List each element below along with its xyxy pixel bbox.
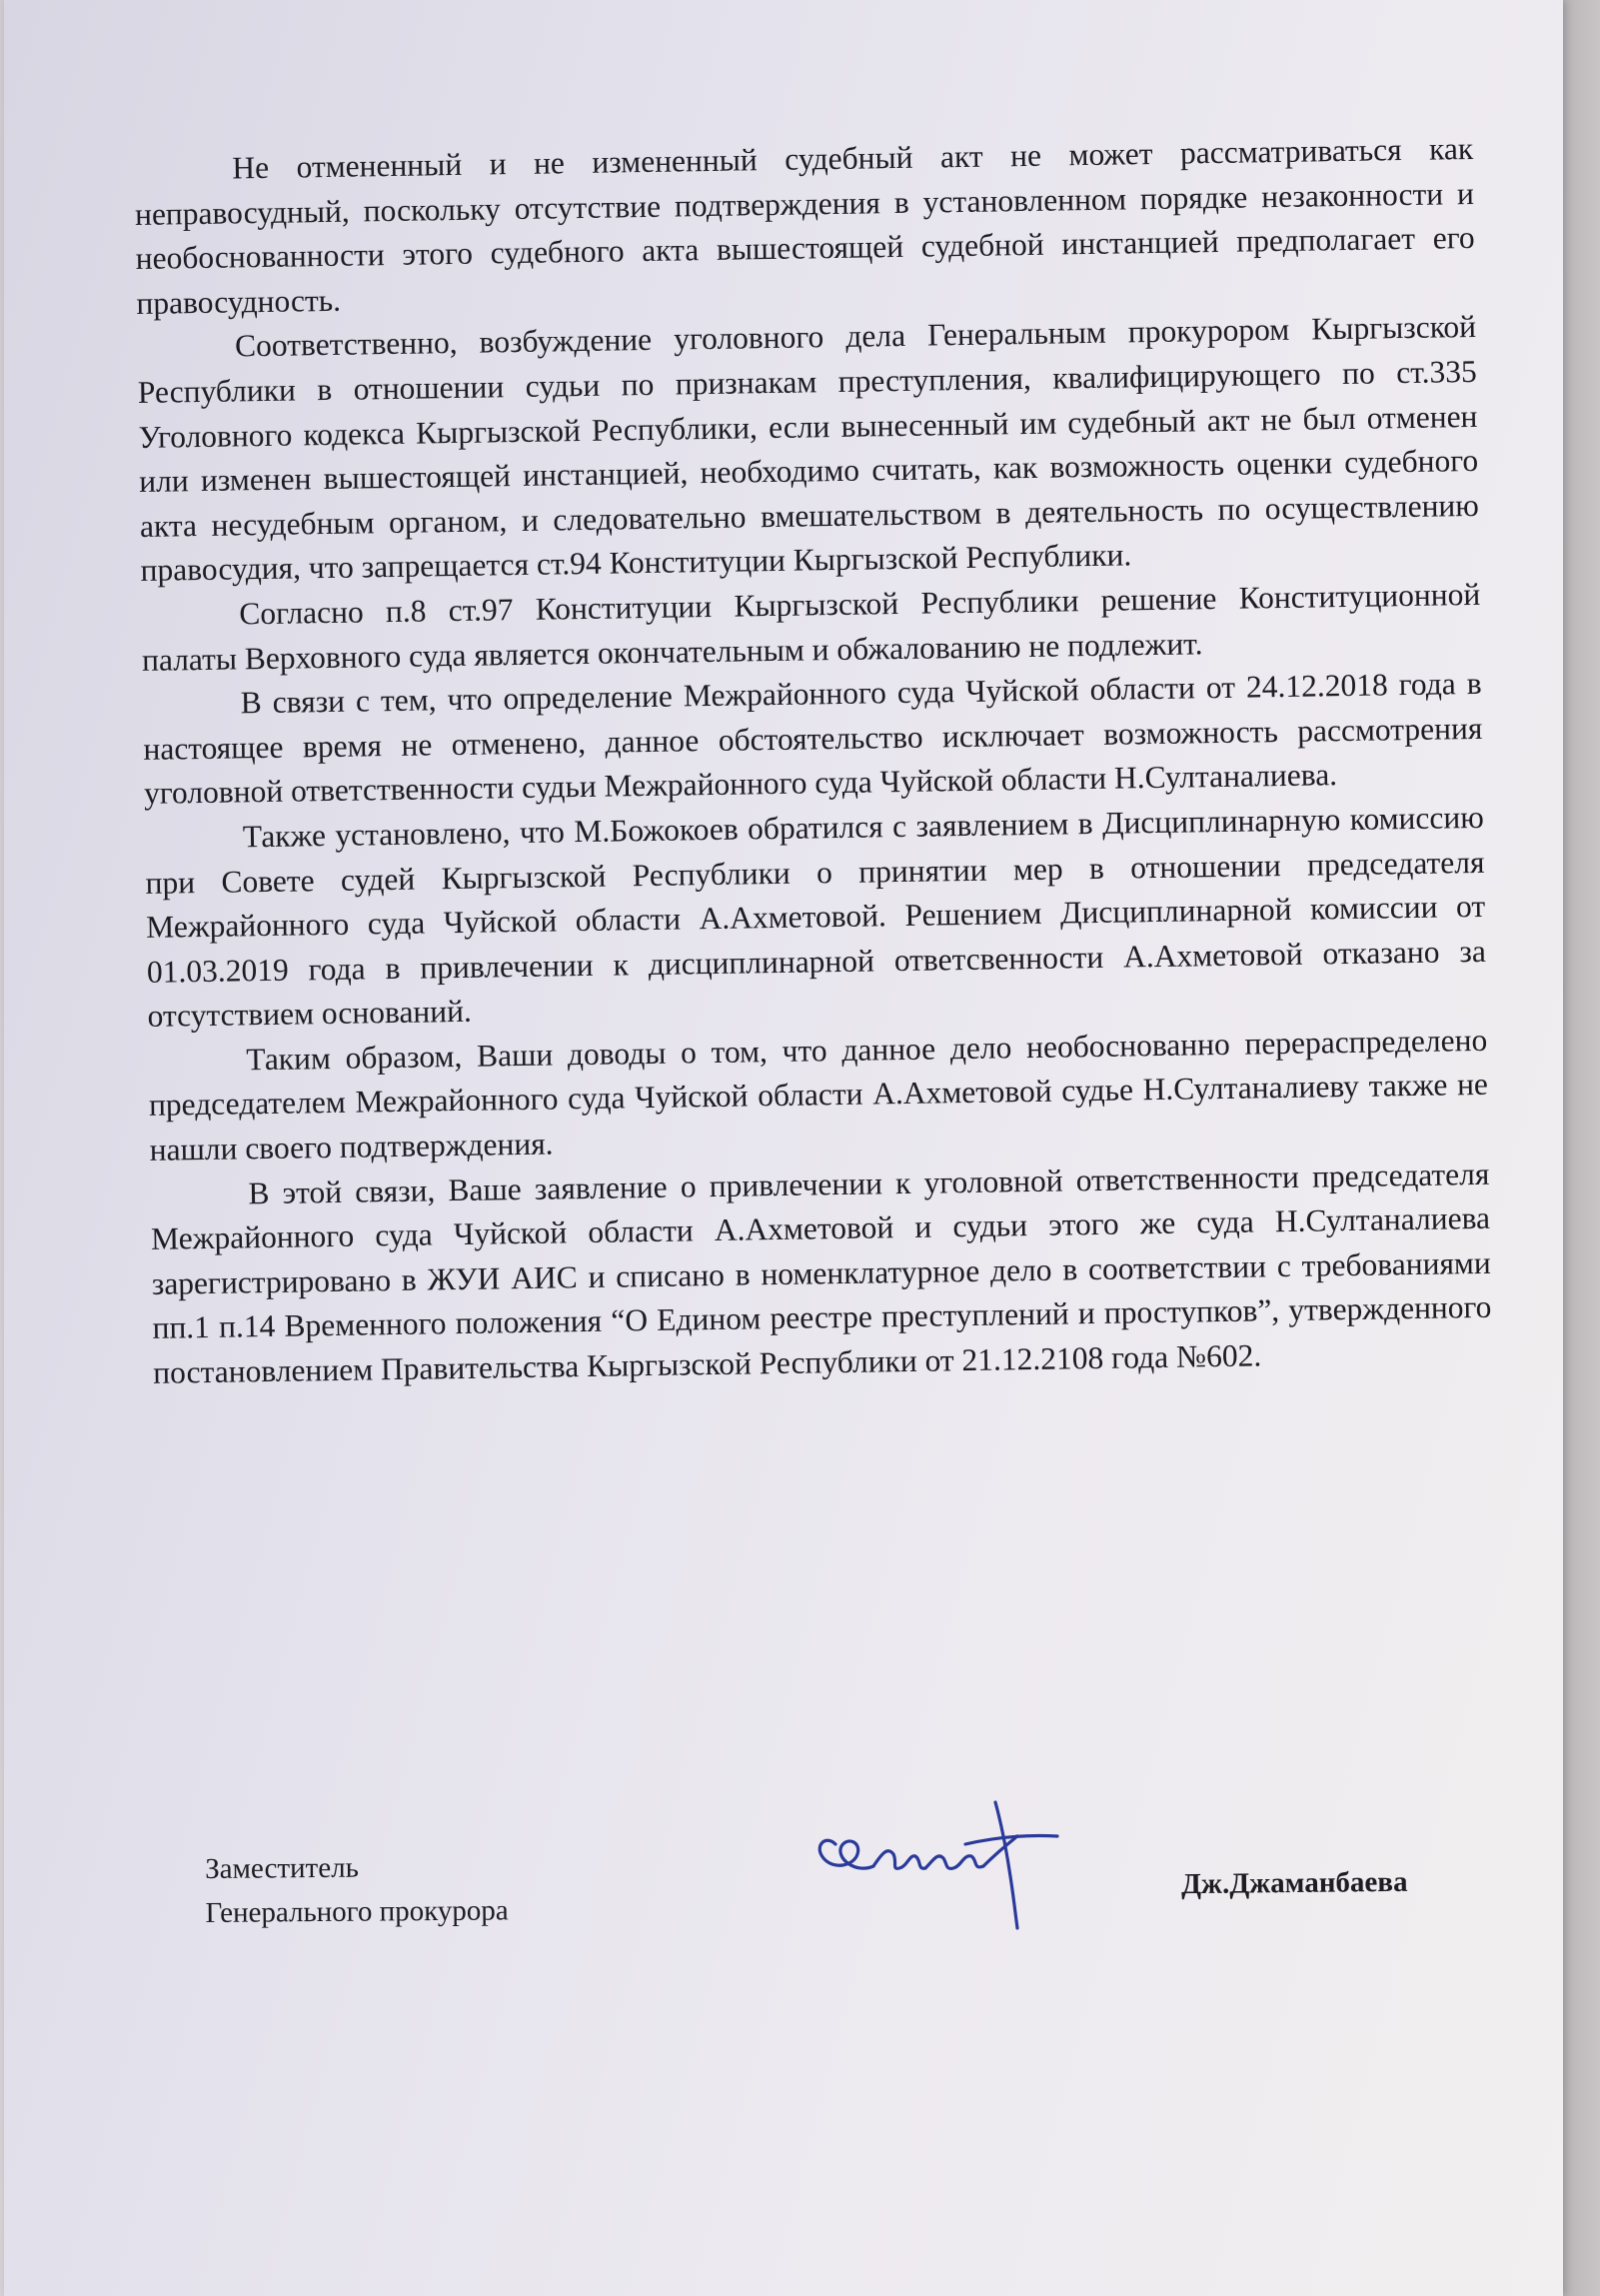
paragraph-1: Не отмененный и не измененный судебный акт не может рассматриваться как неправосудный, поскольку отсутствие подтверждения в установленном порядке незаконности и необоснованности этого судебного акта вышестоящей судебной инстанцией предполагает его правосудность.	[134, 130, 1475, 321]
paragraph-2: Соответственно, возбуждение уголовного дела Генеральным прокурором Кыргызской Республики в отношении судьи по признакам преступления, квалифицирующего по ст.335 Уголовного кодекса Кыргызской Республики, если вынесенный им судебный акт не был отменен или изменен вышестоящей инстанцией, необходимо считать, как возможность оценки судебного акта несудебным органом, и следовательно вмешательством в деятельность по осуществлению правосудия, что запрещается ст.94 Конституции Кыргызской Республики.	[137, 309, 1480, 589]
handwritten-signature	[796, 1774, 1075, 1934]
signatory-title-line-2: Генерального прокурора	[205, 1894, 509, 1929]
paragraph-4: В связи с тем, что определение Межрайонного суда Чуйской области от 24.12.2018 года в настоящее время не отменено, данное обстоятельство исключает возможность рассмотрения уголовной ответственности судьи Межрайонного суда Чуйской области Н.Султаналиева.	[143, 666, 1483, 812]
paragraph-3: Согласно п.8 ст.97 Конституции Кыргызской Республики решение Конституционной палаты Верховного суда является окончательным и обжалованию не подлежит.	[141, 576, 1481, 678]
signer-name: Дж.Джаманбаева	[1180, 1865, 1408, 1901]
page-edge-shadow	[1561, 0, 1600, 2296]
signatory-title-line-1: Заместитель	[205, 1851, 359, 1885]
paragraph-6: Таким образом, Ваши доводы о том, что данное дело необоснованно перераспределено председателем Межрайонного суда Чуйской области А.Ахметовой судье Н.Султаналиеву также не нашли своего подтверждения.	[148, 1022, 1489, 1167]
document-body	[134, 127, 1492, 1396]
document-page	[4, 0, 1563, 2296]
paragraph-5: Также установлено, что М.Божокоев обратился с заявлением в Дисциплинарную комиссию при Совете судей Кыргызской Республики о принятии мер в отношении председателя Межрайонного суда Чуйской области А.Ахметовой. Решением Дисциплинарной комиссии от 01.03.2019 года в привлечении к дисциплинарной ответсвенности А.Ахметовой отказано за отсутствием оснований.	[145, 799, 1487, 1035]
paragraph-7: В этой связи, Ваше заявление о привлечении к уголовной ответственности председателя Межрайонного суда Чуйской области А.Ахметовой и судьи этого же суда Н.Султаналиева зарегистрировано в ЖУИ АИС и списано в номенклатурное дело в соответствии с требованиями пп.1 п.14 Временного положения “О Едином реестре преступлений и проступков”, утвержденного постановлением Правительства Кыргызской Республики от 21.12.2108 года №602.	[150, 1155, 1492, 1390]
signatory-title	[205, 1844, 509, 1935]
